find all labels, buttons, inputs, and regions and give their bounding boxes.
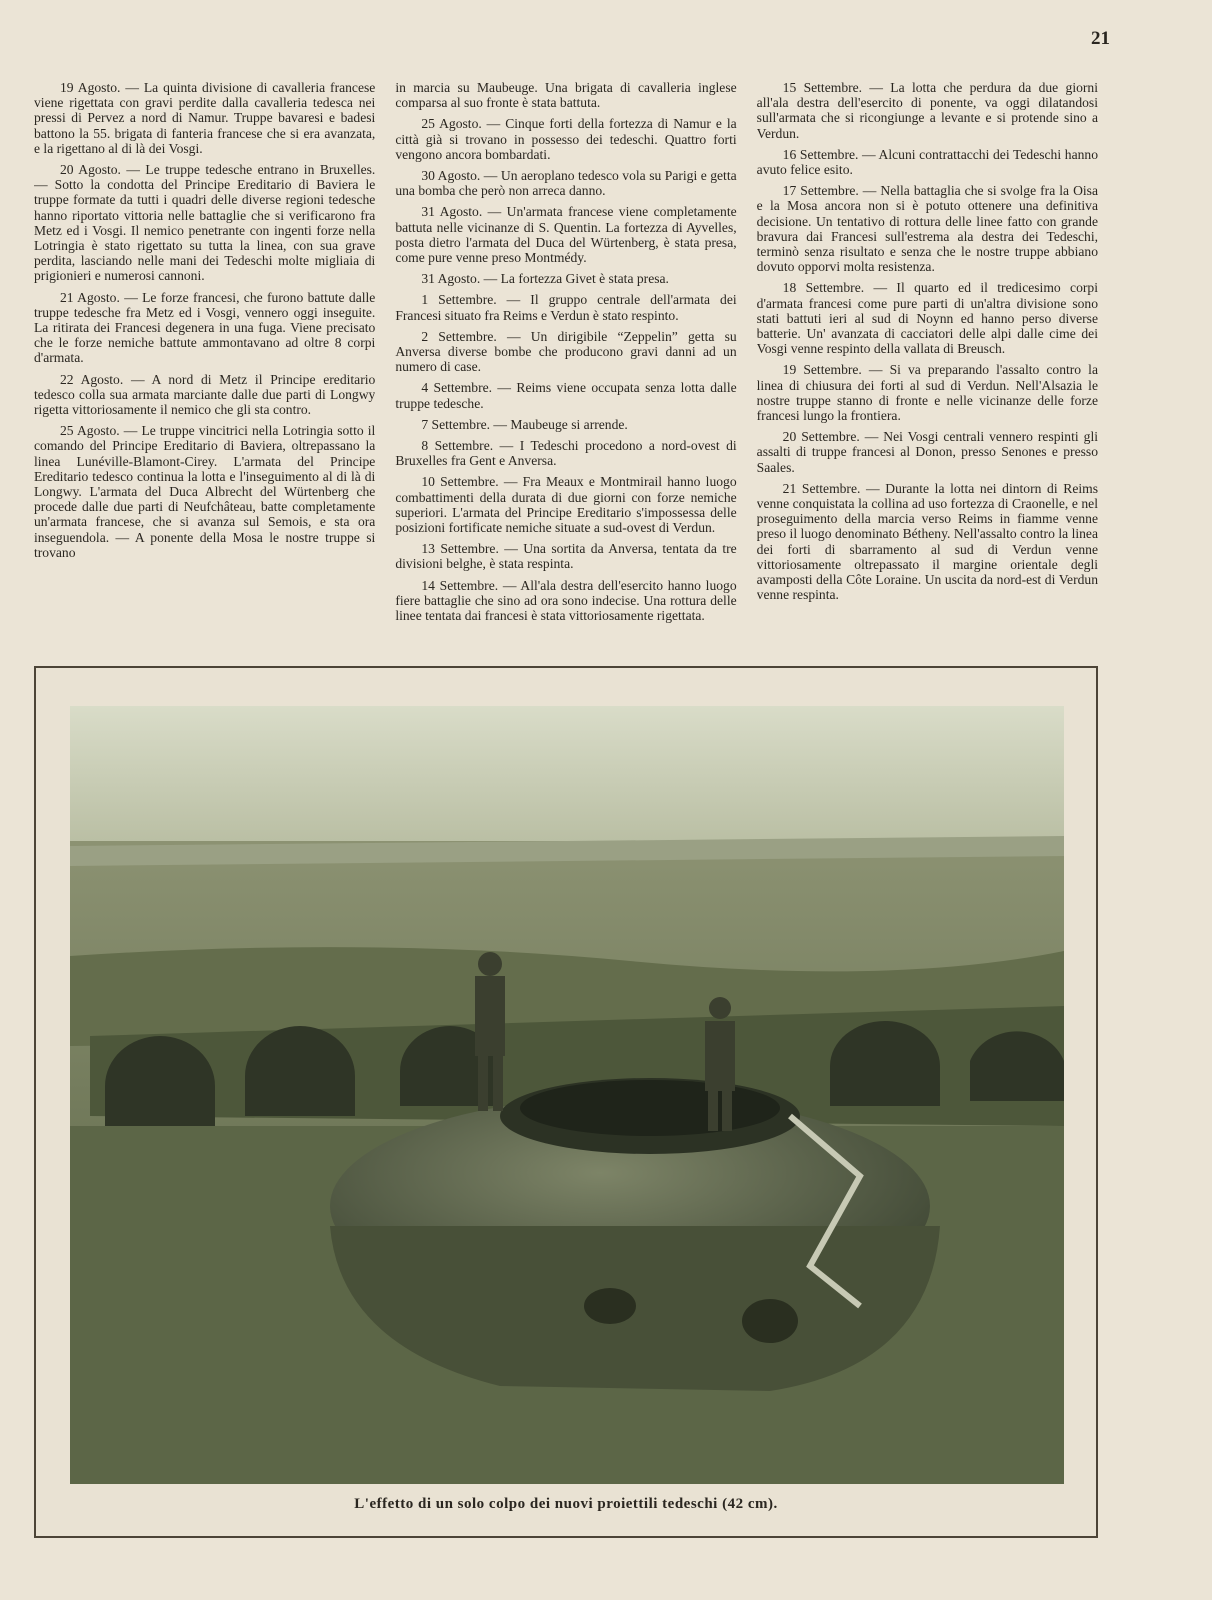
chronicle-entry: 21 Agosto. — Le forze francesi, che furono battute dalle truppe tedesche fra Metz ed i Vosgi, vennero oggi inseguite. La ritirata dei Francesi degenera in una fuga. Viene precisato che le forze nemiche battute ammontavano ad oltre 8 corpi d'armata. (34, 289, 376, 366)
chronicle-entry: 25 Agosto. — Cinque forti della fortezza di Namur e la città già si trovano in possesso dei tedeschi. Quattro forti vengono ancora bombardati. (395, 116, 737, 162)
chronicle-entry: 20 Settembre. — Nei Vosgi centrali vennero respinti gli assalti di truppe francesi al Donon, presso Senones e presso Saales. (756, 429, 1098, 475)
chronicle-entry: 4 Settembre. — Reims viene occupata senza lotta dalle truppe tedesche. (395, 380, 737, 411)
photo-illustration (70, 706, 1064, 1484)
chronicle-entry: 15 Settembre. — La lotta che perdura da due giorni all'ala destra dell'esercito di ponente, va oggi dilatandosi sull'armata che si ricongiunge a levante e si protende sino a Verdun. (756, 80, 1098, 141)
column-left (34, 80, 375, 642)
column-middle (395, 80, 736, 642)
chronicle-entry: in marcia su Maubeuge. Una brigata di cavalleria inglese comparsa al suo fronte è stata battuta. (395, 80, 737, 111)
chronicle-entry: 14 Settembre. — All'ala destra dell'esercito hanno luogo fiere battaglie che sino ad ora sono indecise. Una rottura delle linee tentata dai francesi è stata vittoriosamente rigettata. (395, 577, 737, 624)
chronicle-entry: 19 Agosto. — La quinta divisione di cavalleria francese viene rigettata con gravi perdite dalla cavalleria tedesca nei pressi di Pervez a nord di Namur. Truppe bavaresi e badesi battono la 55. brigata di fanteria francese che si era avanzata, e la rigettano al di là dei Vosgi. (34, 80, 376, 156)
chronicle-entry: 25 Agosto. — Le truppe vincitrici nella Lotringia sotto il comando del Principe Ereditario di Baviera, oltrepassano la linea Lunéville-Blamont-Cirey. L'armata del Principe Ereditario tedesco continua la lotta e l'inseguimento al di là di Longwy. L'armata del Duca Albrecht del Würtenberg che procede dalle due parti di Neufchâteau, batte completamente un'armata francese, che si avanza sul Semois, e sta ora inseguendola. — A ponente della Mosa le nostre truppe si trovano (34, 423, 376, 560)
photo-caption: L'effetto di un solo colpo dei nuovi proiettili tedeschi (42 cm). (354, 1496, 778, 1512)
column-right (757, 80, 1098, 642)
chronicle-entry: 31 Agosto. — La fortezza Givet è stata presa. (421, 271, 669, 287)
chronicle-entry: 30 Agosto. — Un aeroplano tedesco vola su Parigi e getta una bomba che però non arreca danno. (395, 168, 737, 199)
chronicle-entry: 19 Settembre. — Si va preparando l'assalto contro la linea di chiusura dei forti al sud di Verdun. Nell'Alsazia le nostre truppe stanno di fronte e nelle vicinanze delle forze francesi lungo la frontiera. (756, 362, 1098, 424)
chronicle-entry: 7 Settembre. — Maubeuge si arrende. (421, 416, 628, 432)
chronicle-entry: 8 Settembre. — I Tedeschi procedono a nord-ovest di Bruxelles fra Gent e Anversa. (395, 438, 737, 469)
chronicle-entry: 17 Settembre. — Nella battaglia che si svolge fra la Oisa e la Mosa ancora non si è potuto ottenere una definitiva decisione. Un tentativo di rottura delle linee fatto con grande bravura dai Francesi sull'estrema ala destra dei Tedeschi, terminò senza risultato e senza che le nostre truppe abbiano dovuto opporvi molta resistenza. (756, 183, 1098, 275)
text-columns (34, 80, 1098, 642)
chronicle-entry: 2 Settembre. — Un dirigibile “Zeppelin” getta su Anversa diverse bombe che producono gravi danni ad un numero di case. (395, 328, 737, 375)
chronicle-entry: 21 Settembre. — Durante la lotta nei dintorn di Reims venne conquistata la collina ad uso fortezza di Craonelle, e nel proseguimento della marcia verso Reims in fiamme venne preso il luogo denominato Bétheny. Nell'assalto contro la linea dei forti di sbarramento al sud di Verdun venne vittoriosamente oltrepassato il margine orientale degli avamposti della Côte Loraine. Un uscita da nord-est di Verdun venne respinta. (756, 480, 1098, 603)
chronicle-entry: 13 Settembre. — Una sortita da Anversa, tentata da tre divisioni belghe, è stata respinta. (395, 541, 737, 572)
chronicle-entry: 31 Agosto. — Un'armata francese viene completamente battuta nelle vicinanze di S. Quentin. La fortezza di Ayvelles, posta dietro l'armata del Duca del Würtenberg, è stata presa, come pure venne preso Montmédy. (395, 204, 737, 266)
chronicle-entry: 18 Settembre. — Il quarto ed il tredicesimo corpi d'armata francesi come pure parti di un'altra divisione sono stati battuti ieri al sud di Noynn ed hanno perso diverse batterie. Un' avanzata di cacciatori delle alpi dalle cime dei Vosgi venne respinto della vallata di Breusch. (756, 280, 1098, 357)
chronicle-entry: 22 Agosto. — A nord di Metz il Principe ereditario tedesco colla sua armata marciante dalle due parti di Longwy rigetta vittoriosamente il nemico che gli sta contro. (34, 371, 376, 418)
chronicle-entry: 10 Settembre. — Fra Meaux e Montmirail hanno luogo combattimenti della durata di due giorni con forze nemiche superiori. L'armata del Principe Ereditario s'impossessa delle posizioni fortificate nemiche situate a sud-ovest di Verdun. (395, 474, 737, 536)
chronicle-entry: 20 Agosto. — Le truppe tedesche entrano in Bruxelles. — Sotto la condotta del Principe Ereditario di Baviera le truppe formate da tutti i quadri delle diverse regioni tedesche hanno riportato vittoria nelle battaglie che si verificarono fra Metz ed i Vosgi. Il nemico penetrante con ingenti forze nella Lotringia è stato rigettato su tutta la linea, con sua grave perdita, lasciando nelle mani dei Tedeschi molte migliaia di prigionieri e numerosi cannoni. (34, 162, 376, 284)
photo-frame (34, 666, 1098, 1538)
chronicle-entry: 16 Settembre. — Alcuni contrattacchi dei Tedeschi hanno avuto felice esito. (756, 146, 1098, 178)
fort-turret-photo (70, 706, 1064, 1484)
chronicle-entry: 1 Settembre. — Il gruppo centrale dell'armata dei Francesi situato fra Reims e Verdun è stato respinto. (395, 292, 737, 323)
page-number: 21 (1091, 28, 1110, 49)
